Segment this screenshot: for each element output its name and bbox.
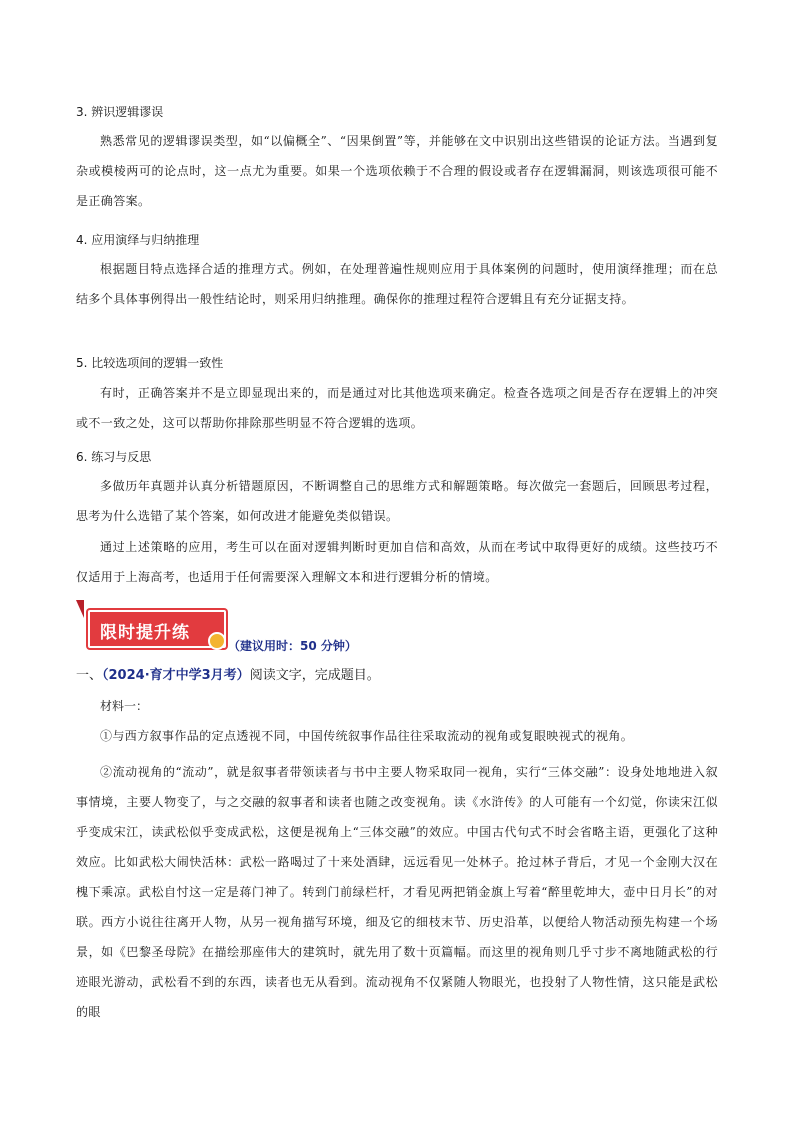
timed-practice-badge bbox=[76, 600, 226, 650]
badge-ribbon bbox=[76, 600, 84, 618]
section-heading-3: 3. 辨识逻辑谬误 bbox=[76, 105, 164, 119]
section-paragraph-3: 熟悉常见的逻辑谬误类型，如“以偏概全”、“因果倒置”等，并能够在文中识别出这些错误的论证方法。当遇到复杂或模棱两可的论点时，这一点尤为重要。如果一个选项依赖于不合理的假设或者存在逻辑漏洞，则该选项很可能不是正确答案。 bbox=[76, 134, 718, 208]
question-number: 一、 bbox=[76, 668, 103, 683]
section-heading-4: 4. 应用演绎与归纳推理 bbox=[76, 233, 200, 247]
question-instruction: 阅读文字，完成题目。 bbox=[249, 668, 380, 683]
section-heading-5: 5. 比较选项间的逻辑一致性 bbox=[76, 356, 224, 370]
section-paragraph-5: 有时，正确答案并不是立即显现出来的，而是通过对比其他选项来确定。检查各选项之间是否存在逻辑上的冲突或不一致之处，这可以帮助你排除那些明显不符合逻辑的选项。 bbox=[76, 386, 718, 430]
material-paragraph-1: ①与西方叙事作品的定点透视不同，中国传统叙事作品往往采取流动的视角或复眼映视式的视角。 bbox=[100, 729, 634, 743]
badge-dot-icon bbox=[208, 632, 226, 650]
section-paragraph-4: 根据题目特点选择合适的推理方式。例如，在处理普遍性规则应用于具体案例的问题时，使用演绎推理；而在总结多个具体事例得出一般性结论时，则采用归纳推理。确保你的推理过程符合逻辑且有充分证据支持。 bbox=[76, 262, 718, 306]
badge-box bbox=[88, 610, 226, 648]
conclusion-paragraph: 通过上述策略的应用，考生可以在面对逻辑判断时更加自信和高效，从而在考试中取得更好的成绩。这些技巧不仅适用于上海高考，也适用于任何需要深入理解文本和进行逻辑分析的情境。 bbox=[76, 540, 718, 584]
section-paragraph-6: 多做历年真题并认真分析错题原因，不断调整自己的思维方式和解题策略。每次做完一套题后，回顾思考过程，思考为什么选错了某个答案，如何改进才能避免类似错误。 bbox=[76, 479, 718, 523]
question-line bbox=[76, 664, 380, 683]
material-label: 材料一： bbox=[100, 699, 149, 713]
badge-label: 限时提升练 bbox=[100, 623, 190, 643]
suggested-time-note: （建议用时：50 分钟） bbox=[228, 639, 357, 653]
question-source: （2024·育才中学3月考） bbox=[102, 668, 250, 683]
section-heading-6: 6. 练习与反思 bbox=[76, 450, 152, 464]
material-paragraph-2: ②流动视角的“流动”，就是叙事者带领读者与书中主要人物采取同一视角，实行“三体交融”：设身处地地进入叙事情境，主要人物变了，与之交融的叙事者和读者也随之改变视角。读《水浒传》的人可能有一个幻觉，你读宋江似乎变成宋江，读武松似乎变成武松，这便是视角上“三体交融”的效应。中国古代句式不时会省略主语，更强化了这种效应。比如武松大闹快活林：武松一路喝过了十来处酒肆，远远看见一处林子。抢过林子背后，才见一个金刚大汉在槐下乘凉。武松自忖这一定是蒋门神了。转到门前绿栏杆，才看见两把销金旗上写着“醉里乾坤大，壶中日月长”的对联。西方小说往往离开人物，从另一视角描写环境，细及它的细枝末节、历史沿革，以便给人物活动预先构建一个场景，如《巴黎圣母院》在描绘那座伟大的建筑时，就先用了数十页篇幅。而这里的视角则几乎寸步不离地随武松的行迹眼光游动，武松看不到的东西，读者也无从看到。流动视角不仅紧随人物眼光，也投射了人物性情，这只能是武松的眼 bbox=[76, 765, 718, 1019]
